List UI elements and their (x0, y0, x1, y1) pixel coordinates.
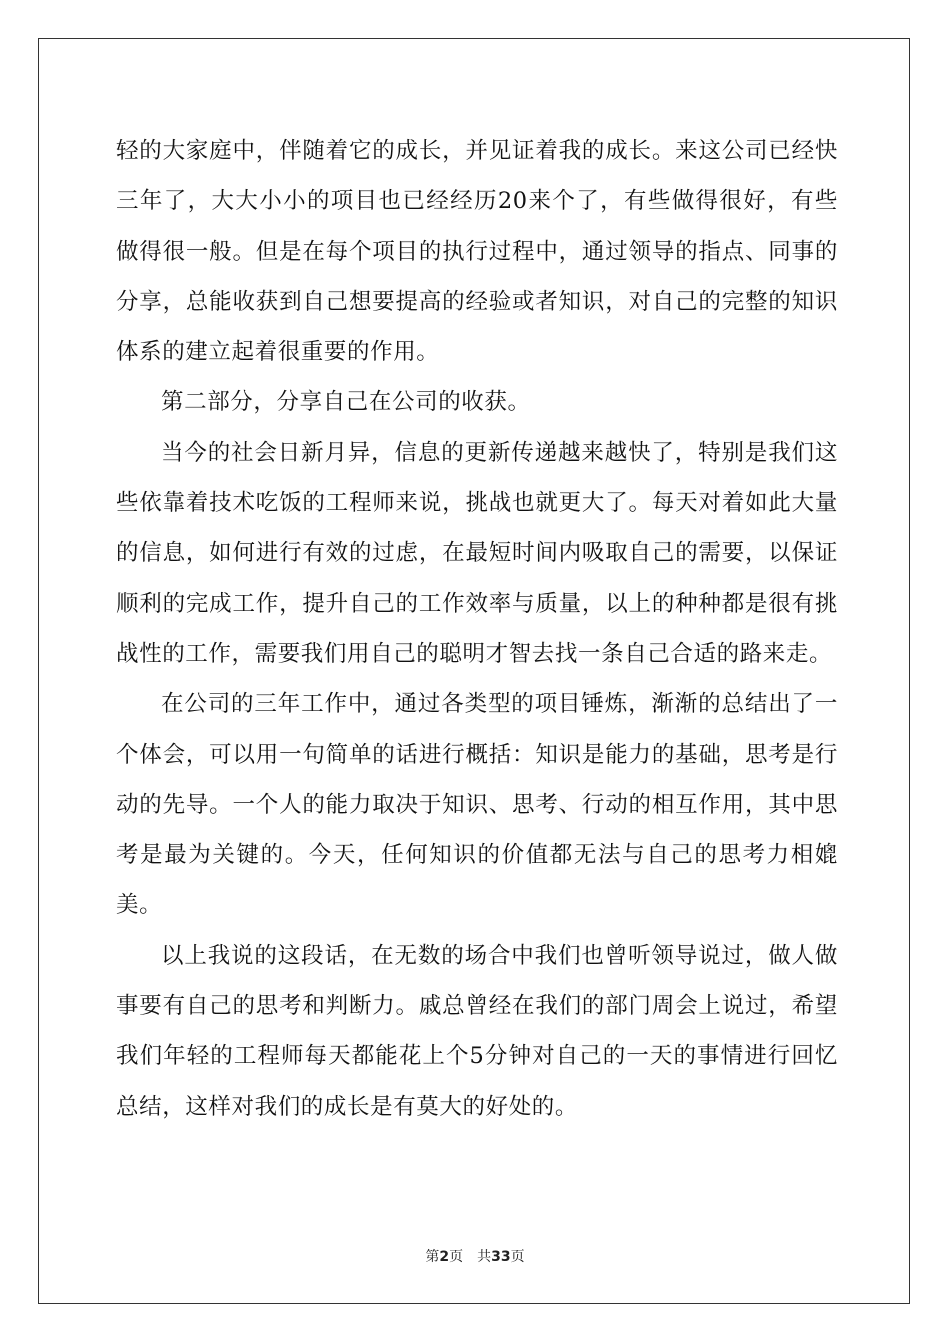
document-body (116, 126, 838, 1132)
paragraph-2: 第二部分，分享自己在公司的收获。 (161, 389, 531, 416)
page-footer (0, 1247, 950, 1267)
total-prefix: 共 (477, 1249, 492, 1265)
page-prefix: 第 (425, 1249, 440, 1265)
total-suffix: 页 (510, 1249, 525, 1265)
total-pages-indicator (477, 1249, 524, 1265)
paragraph-3: 当今的社会日新月异，信息的更新传递越来越快了，特别是我们这些依靠着技术吃饭的工程师来说，挑战也就更大了。每天对着如此大量的信息，如何进行有效的过虑，在最短时间内吸取自己的需要，以保证顺利的完成工作，提升自己的工作效率与质量，以上的种种都是很有挑战性的工作，需要我们用自己的聪明才智去找一条自己合适的路来走。 (116, 439, 838, 667)
page-indicator (425, 1249, 463, 1265)
page-suffix: 页 (449, 1249, 464, 1265)
paragraph-1: 轻的大家庭中，伴随着它的成长，并见证着我的成长。来这公司已经快三年了，大大小小的项目也已经经历20来个了，有些做得很好，有些做得很一般。但是在每个项目的执行过程中，通过领导的指点、同事的分享，总能收获到自己想要提高的经验或者知识，对自己的完整的知识体系的建立起着很重要的作用。 (116, 138, 838, 366)
total-page-count: 33 (491, 1249, 511, 1265)
current-page-number: 2 (439, 1249, 450, 1265)
paragraph-4: 在公司的三年工作中，通过各类型的项目锤炼，渐渐的总结出了一个体会，可以用一句简单的话进行概括：知识是能力的基础，思考是行动的先导。一个人的能力取决于知识、思考、行动的相互作用，其中思考是最为关键的。今天，任何知识的价值都无法与自己的思考力相媲美。 (116, 691, 838, 919)
paragraph-5: 以上我说的这段话，在无数的场合中我们也曾听领导说过，做人做事要有自己的思考和判断力。戚总曾经在我们的部门周会上说过，希望我们年轻的工程师每天都能花上个5分钟对自己的一天的事情进行回忆总结，这样对我们的成长是有莫大的好处的。 (116, 942, 838, 1120)
